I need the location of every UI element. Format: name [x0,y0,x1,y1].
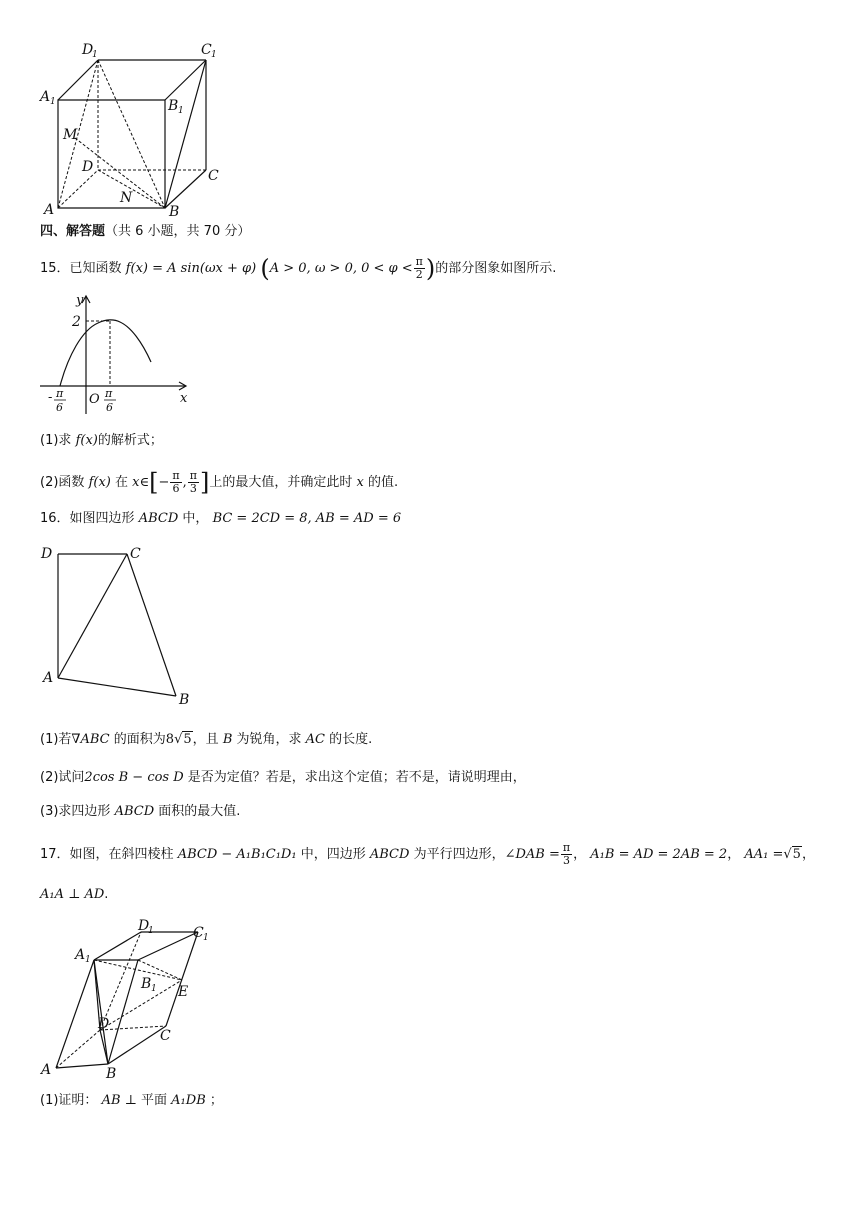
label-A1-sub: 1 [50,97,56,107]
section-note: （共 6 小题，共 70 分） [105,224,251,239]
svg-text:1: 1 [148,926,154,936]
label-D: D [41,546,53,562]
label-D1-sub: 1 [92,50,98,60]
svg-text:1: 1 [203,933,209,943]
svg-text:1: 1 [85,955,91,965]
q15-pi-over-2: $\frac{\pi}{2}$ [415,255,423,281]
neg-sign: - [48,390,53,405]
q15-pi-over-6: $\frac{\pi}{6}$ [172,469,180,495]
label-B1: B [168,98,179,114]
q17-part1: (1)证明： AB ⊥ 平面 A₁DB ； [40,1093,223,1108]
cube-figure [30,38,230,218]
label-B: B [106,1066,117,1082]
axis-x-label: x [180,391,188,406]
origin-label: O [89,392,100,407]
q15-part2: (2)函数 f(x) 在 x∈[− $\frac{\pi}{6}$ , $\frac{\pi}{3}$ ]上的最大值，并确定此时 x 的值. [40,468,399,497]
q15-intro: 已知函数 [69,261,122,276]
q17-pi-over-3: $\frac{\pi}{3}$ [562,841,571,867]
neg-pi: π [56,387,64,400]
q17-figure [38,918,228,1080]
q15-pi-over-3: $\frac{\pi}{3}$ [189,469,198,495]
q15-number: 15． [40,261,70,276]
q16-part2: (2)试问2cos B − cos D 是否为定值？若是，求出这个定值；若不是，请说明理由， [40,770,526,785]
q16-part3: (3)求四边形 ABCD 面积的最大值. [40,804,241,819]
label-C: C [160,1028,171,1044]
q15-conditions: A > 0, ω > 0, 0 < φ < [269,261,413,276]
peak-label: 2 [72,314,81,330]
label-D: D [98,1016,110,1032]
q16-part1: (1)若∇ABC 的面积为8√5，且 B 为锐角，求 AC 的长度. [40,732,373,747]
label-D1: D [138,918,150,934]
q15-part1: (1)求 f(x)的解析式； [40,433,163,448]
q15-statement: 15．已知函数 f(x) = A sin(ωx + φ) (A > 0, ω > 0, 0 < φ < $\frac{\pi}{2}$ )的部分图象如图所示. [40,254,557,283]
label-C1: C [193,925,204,941]
label-E: E [178,984,189,1000]
label-A: A [44,202,55,218]
q17-statement-line2: A₁A ⊥ AD. [40,887,109,902]
label-B: B [169,204,180,220]
axis-y-label: y [76,293,84,308]
label-A: A [41,1062,52,1078]
label-C1: C [201,42,212,58]
label-C1-sub: 1 [211,50,217,60]
label-B1: B [141,976,152,992]
section-title: 四、解答题 [40,224,106,239]
neg-six: 6 [56,401,63,414]
label-B1-sub: 1 [178,106,184,116]
section-heading [40,223,250,241]
pos-six: 6 [106,401,113,414]
q16-statement: 16．如图四边形 ABCD 中， BC = 2CD = 8, AB = AD = 6 [40,511,402,526]
label-B: B [179,692,190,708]
label-A1: A [40,89,51,105]
label-D: D [82,159,94,175]
label-M: M [63,127,78,143]
label-A1: A [75,947,86,963]
q17-statement: 17．如图，在斜四棱柱 ABCD − A₁B₁C₁D₁ 中，四边形 ABCD 为平行四边形，∠DAB = $\frac{\pi}{3}$ ， A₁B = AD = 2AB = 2， AA₁ =√5， [40,841,815,867]
q16-figure [38,540,208,710]
label-N: N [120,190,133,206]
svg-text:1: 1 [151,984,157,994]
label-C: C [208,168,219,184]
q15-graph [38,290,208,420]
label-A: A [43,670,54,686]
label-D1: D [82,42,94,58]
label-C: C [130,546,141,562]
q15-tail: 的部分图象如图所示. [435,261,557,276]
pos-pi: π [105,387,113,400]
q15-formula: f(x) = A sin(ωx + φ) [125,261,257,276]
